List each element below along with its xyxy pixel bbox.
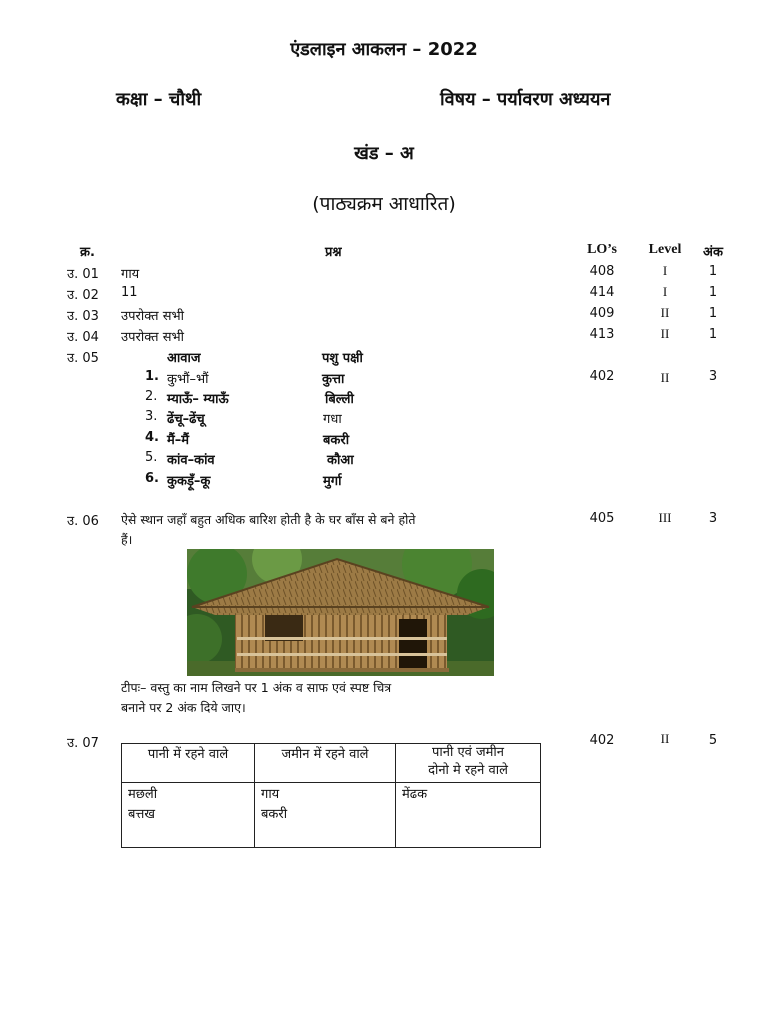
habitat-table (121, 743, 541, 848)
item-number: 4. (145, 430, 159, 445)
answer-number: उ. 05 (67, 351, 99, 366)
animal-name: कौआ (327, 453, 354, 468)
section-title: खंड – अ (354, 143, 414, 164)
answer-number: उ. 03 (67, 309, 99, 324)
answer-lo: 402 (589, 369, 615, 384)
item-number: 2. (145, 389, 158, 404)
table-header-land: जमीन में रहने वाले (255, 744, 396, 783)
table-header-both (396, 744, 541, 783)
marking-tip-line-1: टीपः– वस्तु का नाम लिखने पर 1 अंक व साफ एवं स्पष्ट चित्र (121, 680, 392, 695)
column-header-question: प्रश्न (325, 245, 342, 260)
answer-lo: 409 (589, 306, 615, 321)
column-header-sno: क्र. (80, 245, 95, 260)
animal-column-header: पशु पक्षी (322, 351, 363, 366)
table-header-water: पानी में रहने वाले (122, 744, 255, 783)
bamboo-hut-photo (187, 549, 494, 676)
land-animal: गाय (261, 787, 280, 802)
answer-lo: 413 (589, 327, 615, 342)
item-number: 3. (145, 409, 158, 424)
answer-level: II (660, 305, 670, 320)
animal-name: मुर्गा (323, 474, 342, 489)
answer-text: उपरोक्त सभी (121, 309, 184, 324)
animal-sound: म्याऊँ– म्याऊँ (167, 392, 229, 407)
answer-text: गाय (121, 267, 140, 282)
answer-number: उ. 02 (67, 288, 99, 303)
answer-marks: 5 (708, 733, 718, 748)
answer-lo: 414 (589, 285, 615, 300)
answer-number: उ. 01 (67, 267, 99, 282)
animal-name: गधा (323, 412, 342, 427)
answer-marks: 1 (708, 327, 718, 342)
land-animal: बकरी (261, 807, 288, 822)
animal-sound: ढेंचू–ढेंचू (167, 412, 205, 427)
answer-marks: 3 (708, 369, 718, 384)
marking-tip-line-2: बनाने पर 2 अंक दिये जाए। (121, 700, 246, 715)
animal-sound: मैं–मैं (167, 433, 190, 448)
answer-lo: 405 (589, 511, 615, 526)
subject-label: विषय – पर्यावरण अध्ययन (440, 89, 611, 110)
amphibious-animals-cell (396, 783, 541, 848)
animal-sound: कुभौं–भौं (167, 372, 209, 387)
animal-name: बिल्ली (325, 392, 354, 407)
answer-text-line-1: ऐसे स्थान जहाँ बहुत अधिक बारिश होती है के घर बाँस से बने होते (121, 512, 416, 527)
column-header-level: Level (648, 242, 682, 257)
answer-marks: 1 (708, 264, 718, 279)
answer-marks: 1 (708, 306, 718, 321)
animal-sound: कुकड़ूँ–कू (167, 474, 211, 489)
item-number: 5. (145, 450, 158, 465)
answer-level: II (660, 370, 670, 385)
amphibious-animal: मेंढक (402, 787, 428, 802)
animal-name: कुत्ता (322, 372, 345, 387)
column-header-marks: अंक (703, 245, 723, 260)
class-label: कक्षा – चौथी (116, 89, 202, 110)
answer-level: I (662, 263, 668, 278)
answer-lo: 402 (589, 733, 615, 748)
water-animals-cell (122, 783, 255, 848)
water-animal: बत्तख (128, 807, 156, 822)
answer-text: उपरोक्त सभी (121, 330, 184, 345)
answer-lo: 408 (589, 264, 615, 279)
answer-level: II (660, 731, 670, 746)
answer-level: I (662, 284, 668, 299)
answer-number: उ. 06 (67, 514, 99, 529)
answer-number: उ. 07 (67, 736, 99, 751)
answer-level: II (660, 326, 670, 341)
answer-level: III (658, 510, 672, 525)
column-header-lo: LO’s (587, 242, 617, 257)
water-animal: मछली (128, 787, 158, 802)
answer-marks: 1 (708, 285, 718, 300)
answer-marks: 3 (708, 511, 718, 526)
answer-text: 11 (121, 285, 138, 300)
table-header-both-line-2: दोनो मे रहने वाले (428, 763, 508, 778)
item-number: 1. (145, 369, 159, 384)
document-title: एंडलाइन आकलन – 2022 (290, 39, 478, 60)
animal-sound: कांव–कांव (167, 453, 215, 468)
item-number: 6. (145, 471, 159, 486)
answer-number: उ. 04 (67, 330, 99, 345)
syllabus-basis: (पाठ्यक्रम आधारित) (312, 193, 456, 215)
sound-column-header: आवाज (167, 351, 201, 366)
table-header-both-line-1: पानी एवं जमीन (431, 745, 505, 760)
animal-name: बकरी (323, 433, 350, 448)
answer-text-line-2: हैं। (121, 532, 133, 547)
land-animals-cell (255, 783, 396, 848)
table-row (122, 783, 541, 848)
